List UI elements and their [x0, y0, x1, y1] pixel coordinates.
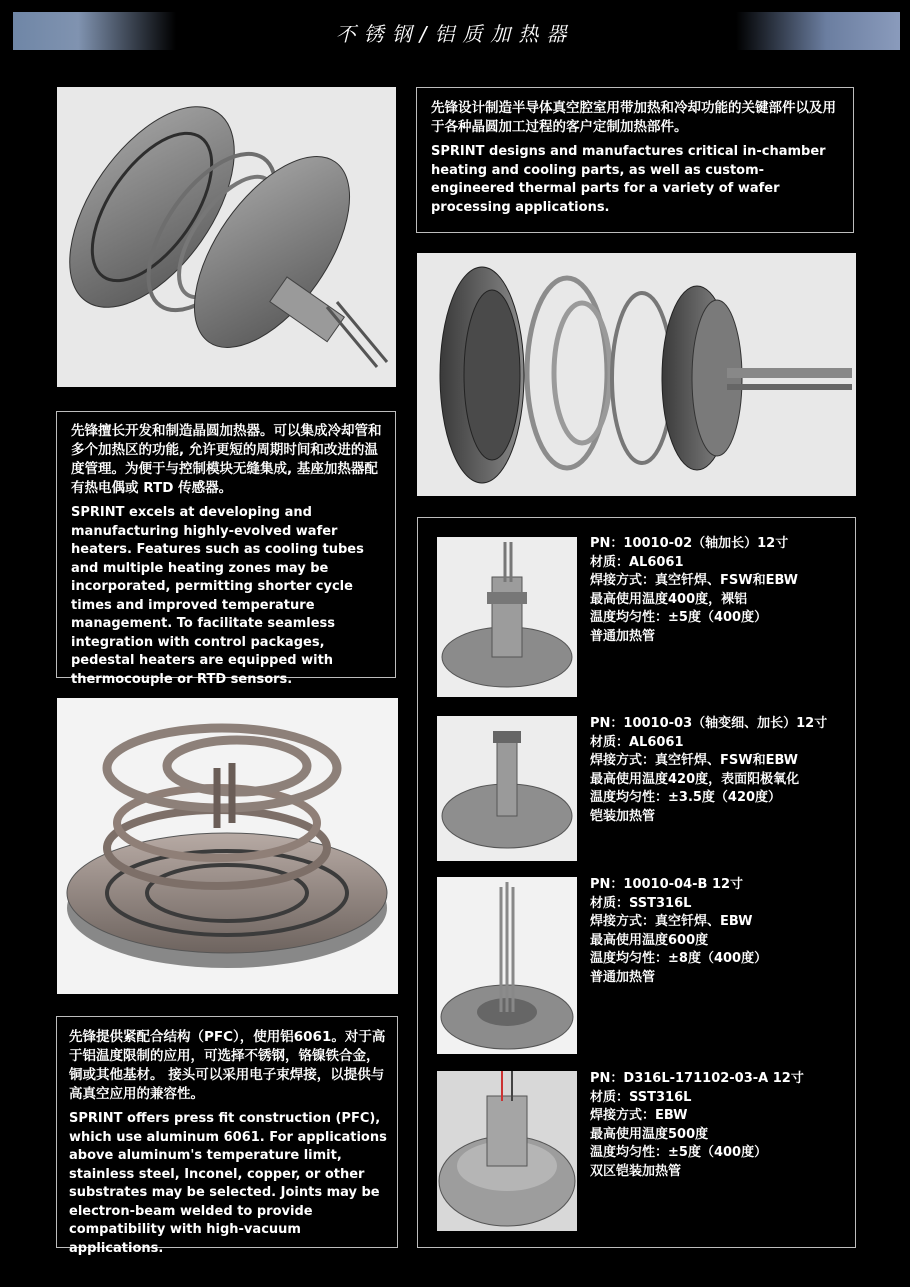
product-spec-10010-02 — [590, 535, 798, 646]
product-image-D316L — [437, 1071, 577, 1231]
product-uniformity: 温度均匀性：±8度（400度） — [590, 951, 768, 966]
product-tube: 普通加热管 — [590, 628, 656, 644]
product-material: 材质：SST316L — [590, 895, 692, 911]
product-pn: PN：10010-03（轴变细、加长）12寸 — [590, 716, 828, 731]
exploded-heater-image — [57, 87, 396, 387]
page-title: 不锈钢/铝质加热器 — [335, 22, 575, 46]
product-weld: 焊接方式：真空钎焊、FSW和EBW — [590, 753, 799, 768]
product-material: 材质：AL6061 — [590, 554, 684, 570]
product-weld: 焊接方式：真空钎焊、FSW和EBW — [590, 573, 799, 588]
product-uniformity: 温度均匀性：±3.5度（420度） — [590, 790, 782, 805]
product-pn: PN：D316L-171102-03-A 12寸 — [590, 1071, 804, 1086]
product-max-temp: 最高使用温度420度，表面阳极氧化 — [590, 771, 800, 787]
product-tube: 双区铠装加热管 — [590, 1163, 682, 1179]
product-tube: 铠装加热管 — [590, 808, 656, 824]
product-spec-D316L — [590, 1070, 804, 1181]
product-pn: PN：10010-04-B 12寸 — [590, 877, 744, 892]
product-uniformity: 温度均匀性：±5度（400度） — [590, 1145, 768, 1160]
product-image-10010-03 — [437, 716, 577, 861]
pfc-cn: 先锋提供紧配合结构（PFC），使用铝6061。对于高于铝温度限制的应用，可选择不锈钢，铬镍铁合金，铜或其他基材。 接头可以采用电子束焊接，以提供与高真空应用的兼容性。 — [69, 1029, 386, 1102]
intro-box — [416, 87, 854, 233]
product-pn: PN：10010-02（轴加长）12寸 — [590, 536, 789, 551]
intro-en: SPRINT designs and manufactures critical in-chamber heating and cooling parts, as well as custom-engineered thermal parts for a variety of wafer processing applications. — [431, 144, 826, 215]
product-tube: 普通加热管 — [590, 969, 656, 985]
wafer-en: SPRINT excels at developing and manufacturing highly-evolved wafer heaters. Features such as cooling tubes and multiple heating zones may be incorporated, permitting shorter cycle times and improved temperature management. To facilitate seamless integration with control packages, pedestal heaters are equipped with thermocouple or RTD sensors. — [71, 505, 364, 687]
product-image-10010-02 — [437, 537, 577, 697]
product-weld: 焊接方式：真空钎焊、EBW — [590, 914, 753, 929]
exploded-heater-image-2 — [417, 253, 856, 496]
product-max-temp: 最高使用温度500度 — [590, 1126, 709, 1142]
product-max-temp: 最高使用温度400度，裸铝 — [590, 591, 748, 607]
product-material: 材质：AL6061 — [590, 734, 684, 750]
product-image-10010-04-B — [437, 877, 577, 1054]
wafer-heater-box — [56, 411, 396, 687]
heating-coil-image — [57, 698, 398, 994]
product-material: 材质：SST316L — [590, 1089, 692, 1105]
product-weld: 焊接方式：EBW — [590, 1108, 688, 1123]
pfc-en: SPRINT offers press fit construction (PFC), which use aluminum 6061. For applications above aluminum's temperature limit, stainless steel, Inconel, copper, or other substrates may be selected. Joints may be electron-beam welded to provide compatibility with high-vacuum applications. — [69, 1111, 387, 1256]
product-uniformity: 温度均匀性：±5度（400度） — [590, 610, 768, 625]
pfc-box — [56, 1016, 398, 1256]
product-spec-10010-04-B — [590, 876, 767, 987]
wafer-cn: 先锋擅长开发和制造晶圆加热器。可以集成冷却管和多个加热区的功能, 允许更短的周期时间和改进的温度管理。为便于与控制模块无缝集成, 基座加热器配有热电偶或 RTD 传感器。 — [71, 423, 382, 496]
product-spec-10010-03 — [590, 715, 827, 826]
product-max-temp: 最高使用温度600度 — [590, 932, 709, 948]
intro-cn: 先锋设计制造半导体真空腔室用带加热和冷却功能的关键部件以及用于各种晶圆加工过程的客户定制加热部件。 — [431, 100, 836, 135]
